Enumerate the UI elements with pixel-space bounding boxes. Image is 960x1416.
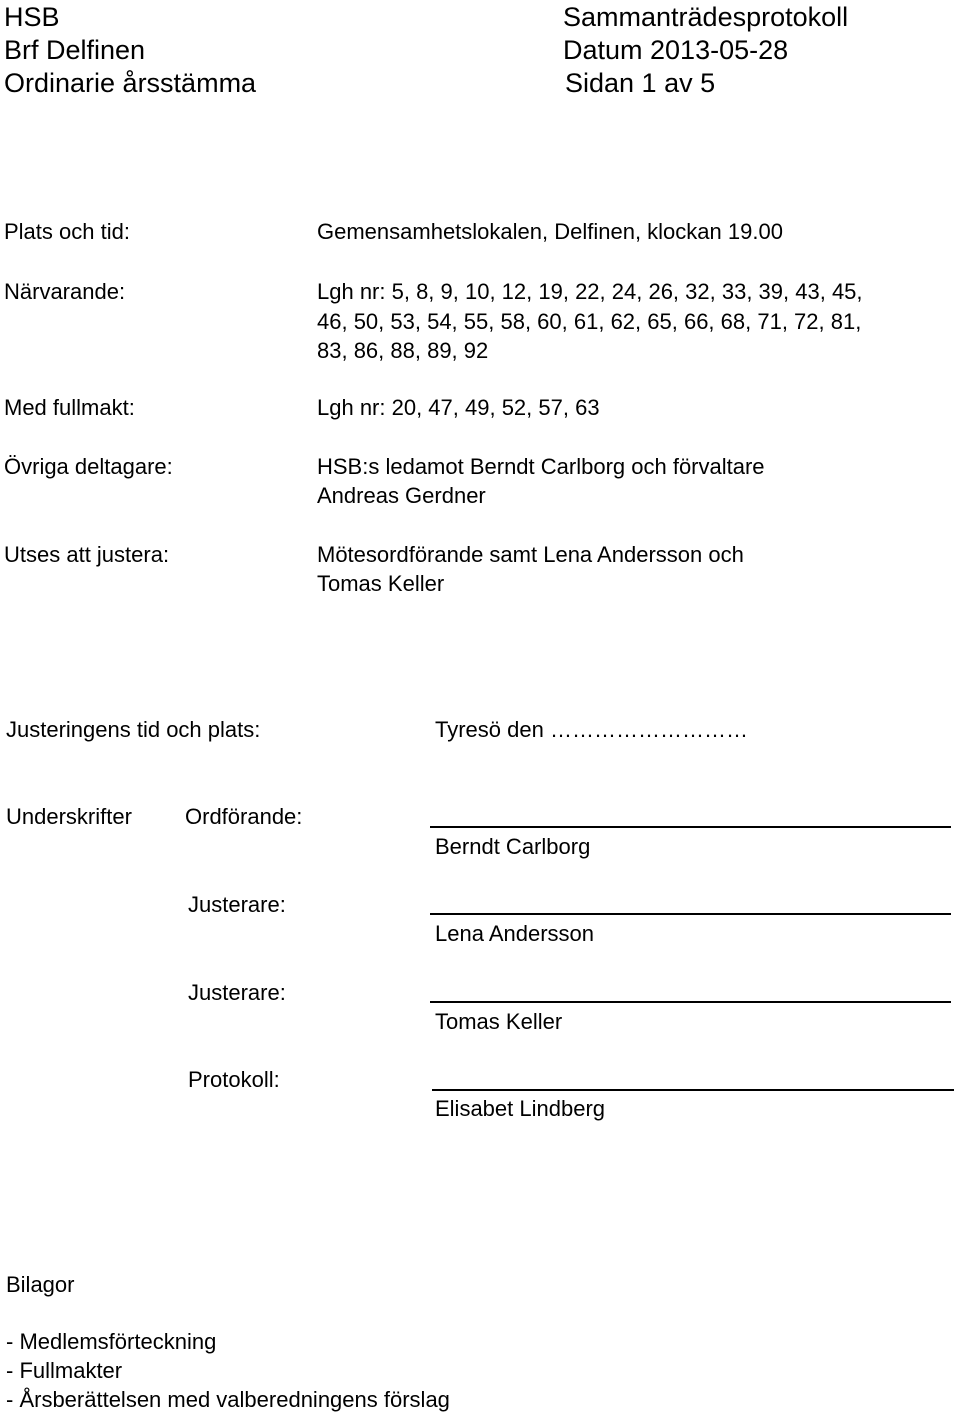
signatures-heading: Underskrifter <box>6 804 132 829</box>
adjust-label: Utses att justera: <box>4 542 170 567</box>
attachment-item: - Årsberättelsen med valberedningens förslag <box>6 1387 450 1412</box>
attachments-heading: Bilagor <box>6 1272 75 1297</box>
present-label: Närvarande: <box>4 279 126 304</box>
present-line-2: 46, 50, 53, 54, 55, 58, 60, 61, 62, 65, 66, 68, 71, 72, 81, <box>317 309 862 334</box>
page-number: Sidan 1 av 5 <box>565 68 716 98</box>
signature-line-adjuster-2 <box>430 1001 951 1003</box>
place-value: Gemensamhetslokalen, Delfinen, klockan 19.00 <box>317 219 783 244</box>
signature-name-secretary: Elisabet Lindberg <box>435 1096 606 1121</box>
others-line-1: HSB:s ledamot Berndt Carlborg och förvaltare <box>317 454 765 479</box>
signature-role-chair: Ordförande: <box>185 804 303 829</box>
document-type: Sammanträdesprotokoll <box>563 2 849 32</box>
proxy-value: Lgh nr: 20, 47, 49, 52, 57, 63 <box>317 395 600 420</box>
signature-role-adjuster-2: Justerare: <box>188 980 286 1005</box>
signature-name-chair: Berndt Carlborg <box>435 834 591 859</box>
signature-name-adjuster-1: Lena Andersson <box>435 921 595 946</box>
signature-line-secretary <box>432 1089 954 1091</box>
adjust-line-2: Tomas Keller <box>317 571 445 596</box>
present-line-3: 83, 86, 88, 89, 92 <box>317 338 489 363</box>
signature-role-secretary: Protokoll: <box>188 1067 280 1092</box>
verification-value: Tyresö den ……………………… <box>435 717 748 742</box>
attachment-item: - Medlemsförteckning <box>6 1329 217 1354</box>
present-line-1: Lgh nr: 5, 8, 9, 10, 12, 19, 22, 24, 26, 32, 33, 39, 43, 45, <box>317 279 863 304</box>
place-label: Plats och tid: <box>4 219 130 244</box>
others-label: Övriga deltagare: <box>4 454 173 479</box>
adjust-line-1: Mötesordförande samt Lena Andersson och <box>317 542 744 567</box>
others-line-2: Andreas Gerdner <box>317 483 486 508</box>
association-name: Brf Delfinen <box>4 35 146 65</box>
signature-role-adjuster-1: Justerare: <box>188 892 286 917</box>
attachment-item: - Fullmakter <box>6 1358 123 1383</box>
proxy-label: Med fullmakt: <box>4 395 135 420</box>
meeting-date: Datum 2013-05-28 <box>563 35 789 65</box>
signature-line-adjuster-1 <box>430 913 951 915</box>
org-name: HSB <box>4 2 60 32</box>
signature-line-chair <box>430 826 951 828</box>
signature-name-adjuster-2: Tomas Keller <box>435 1009 563 1034</box>
meeting-type: Ordinarie årsstämma <box>4 68 257 98</box>
verification-label: Justeringens tid och plats: <box>6 717 261 742</box>
